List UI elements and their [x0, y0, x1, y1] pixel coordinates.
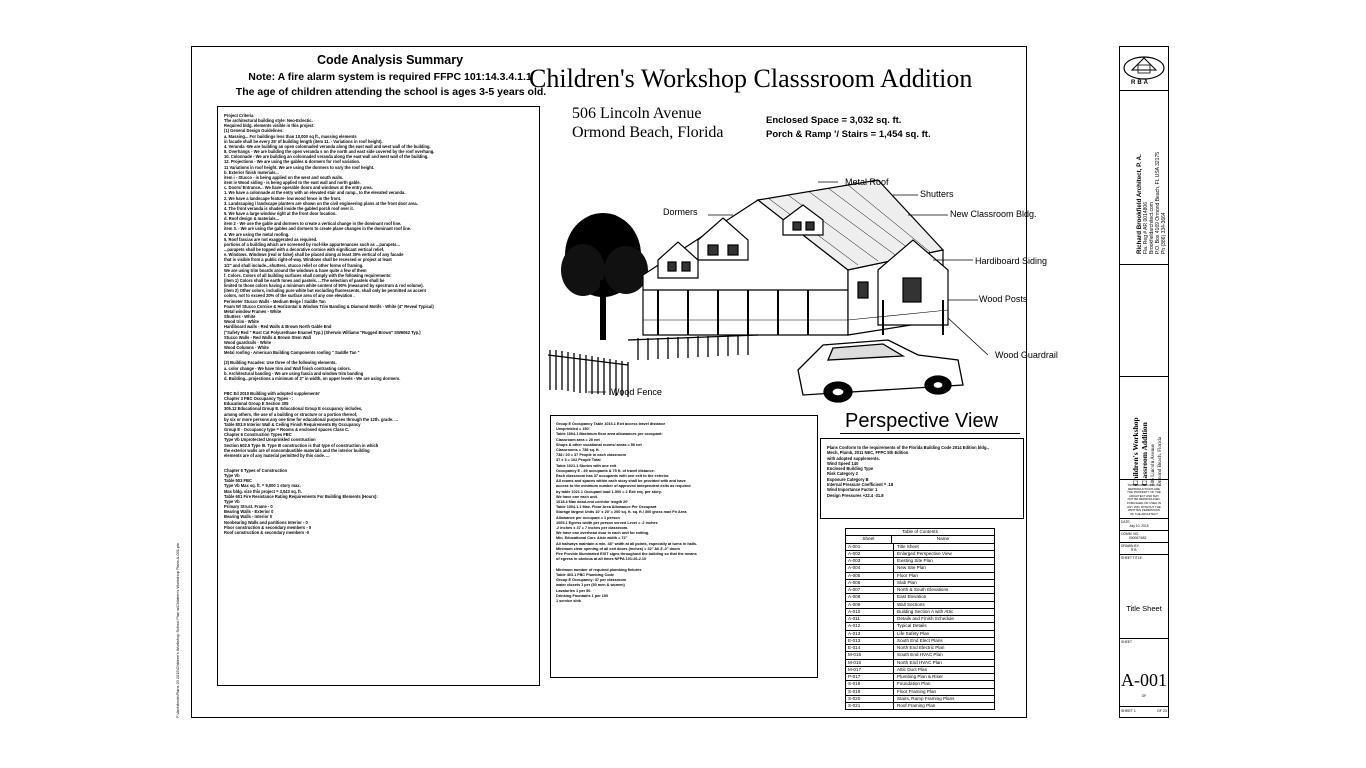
toc-sheet-number: S-020 — [846, 696, 894, 702]
toc-row — [846, 565, 994, 572]
conformance-line: Risk Category 2 — [827, 471, 858, 477]
fbc-line: Table 803.9 Interior Wall & Ceiling Finish Requirements By Occupancy — [224, 421, 361, 427]
project-address-line-2: Ormond Beach, Florida — [1157, 436, 1163, 486]
toc-sheet-number: A-010 — [846, 609, 894, 615]
occupancy-line: Classroom area = 20 net — [556, 437, 600, 442]
notice-line: OF THE ARCHITECT — [1130, 511, 1158, 516]
criteria-line: Hardiboard walls - Red Walls & Brown North Gable End — [224, 324, 332, 330]
file-path-note: F:\Architects\Plans 20 2015\Children's Workshop School Plan w\Children's Workshop Plans A-001.pln — [175, 542, 180, 718]
toc-sheet-name: Foundation Plan — [897, 681, 931, 687]
fbc-line: by six or more persons any one time for educational purposes through the 12th. grade. ... — [224, 416, 398, 422]
occupancy-line: Classrooms = 738 sq. ft. — [556, 448, 600, 453]
fbc-line: Chapter 6 Construction Types FBC — [224, 432, 292, 438]
occupancy-line: Group E Occupancy Table 1016.1 Exit access travel distance — [556, 422, 666, 426]
callout-hardiboard: Hardiboard Siding — [975, 256, 1048, 266]
tb-divider — [1119, 706, 1169, 707]
criteria-line: Shutters - White — [224, 314, 256, 320]
occupancy-line: Min. Educational Corr. Aisle width = 72" — [556, 536, 628, 541]
area-summary — [766, 114, 931, 142]
fbc-line: Chapter 3 FBC Occupancy Types - : — [224, 396, 294, 402]
architect-license: Fla. Reg # AR 0014806 — [1143, 202, 1149, 254]
construction-line: Table 503 FBC — [224, 478, 252, 484]
toc-sheet-number: A-001 — [846, 544, 894, 550]
toc-sheet-name: Floor Plan — [897, 572, 918, 578]
conformance-line: with adopted supplements. — [827, 455, 880, 461]
criteria-line: The architectural building style: Neo-Eclectic. — [224, 118, 313, 124]
construction-line: Floor construction & secondary members - 0 — [224, 524, 312, 530]
porch-area: Porch & Ramp '/ Stairs = 1,454 sq. ft. — [766, 129, 931, 140]
table-of-contents — [845, 528, 995, 710]
callout-dormers: Dormers — [663, 207, 698, 217]
criteria-line: item i - Stucco - is being applied on the west and south walls. — [224, 174, 344, 180]
occupancy-line: water closets 1 per (50 men & women) — [556, 583, 625, 588]
criteria-line: item 2 - We use the gable and dormers to create a vertical change in the dominant roof line. — [224, 221, 402, 227]
tb-divider — [1119, 479, 1169, 480]
construction-line: Type Vb Max sq. ft. = 9,000 1 story max. — [224, 483, 301, 489]
conformance-line: Enclosed Building Type — [827, 466, 874, 472]
criteria-line: Stucco Walls - Red Walls & Brown Stem Wall — [224, 334, 311, 340]
criteria-line: 4. Veranda -We are building an open colonnaded veranda along the east wall and west wall of the building. — [224, 143, 431, 149]
occupancy-line: Each classroom has 37 occupants with one exit to the exterior. — [556, 474, 670, 479]
comm-value: 000067/682 — [1129, 536, 1147, 541]
toc-sheet-name: Life Safety Plan — [897, 630, 930, 636]
occupancy-line: of egress in obvious at all times NFPA 101:26-2.10 — [556, 557, 647, 562]
criteria-line: Metal window Frames - White — [224, 308, 282, 314]
criteria-line: (1) General Design Guidelines: — [224, 128, 284, 134]
toc-row — [846, 616, 994, 623]
occupancy-line: 738 / 20 = 37 People in each classroom — [556, 453, 626, 458]
criteria-line: 1. We have a colonnade at the entry with an elevated stair and ramp., to the elevated veranda. — [224, 190, 406, 196]
construction-line: Roof construction & secondary members -0 — [224, 529, 310, 535]
toc-row — [846, 660, 994, 667]
callout-shutters: Shutters — [920, 189, 954, 199]
address-line-1: 506 Lincoln Avenue — [572, 105, 702, 122]
criteria-line: Required bldg. elements visible in this project: — [224, 123, 315, 129]
occupancy-line: Table 403.1 FBC Plumbing Code — [556, 572, 614, 577]
toc-row — [846, 703, 994, 709]
tree-silhouette — [561, 213, 648, 340]
notice-line: NOT BE REPRODUCED, — [1127, 497, 1161, 502]
toc-col-sheet: Sheet — [846, 536, 892, 542]
construction-line: Type Vb — [224, 498, 240, 504]
construction-line: Primary Struct. Frame - 0 — [224, 504, 273, 510]
toc-sheet-number: A-006 — [846, 580, 894, 586]
criteria-line: limited to those colors having a minimum white content of 90% (measured by spectrum & rod volume). — [224, 283, 424, 289]
project-address — [572, 104, 724, 142]
construction-notes — [224, 468, 533, 535]
title-block — [1119, 46, 1169, 718]
criteria-line: 5. Roof fascias are not exaggerated as required. — [224, 236, 318, 242]
toc-sheet-name: South End Elect Plans — [897, 637, 943, 643]
toc-row — [846, 631, 994, 638]
criteria-line: 8. Overhangs - We are building the open veranda s on the north and east side covered by the roof overhang. — [224, 149, 435, 155]
fbc-line: Group E - Occupancy type = Rooms & enclosed spaces Class C. — [224, 427, 350, 433]
criteria-line: We are using trim boards around the windows & have quite a few of them — [224, 267, 367, 273]
toc-row — [846, 638, 994, 645]
notice-line: PUBLISHED OR USED IN — [1126, 500, 1162, 505]
criteria-line: item iv Wood siding - is being applied to the east wall and north gable. — [224, 180, 361, 186]
criteria-line: (item 2) Other colors, including pure white but excluding fluorescents, shall only be permitted as accent — [224, 288, 426, 294]
occupancy-line: Fire Provide Illuminated EXIT signs throughout the building so that the means — [556, 552, 697, 557]
toc-row — [846, 587, 994, 594]
facade-line: a. color change - We have trim and Wall finish contrasting colors. — [224, 365, 351, 371]
toc-row — [846, 580, 994, 587]
project-address-line-1: 506 Lincoln Avenue — [1150, 444, 1156, 486]
occupancy-line: We have one overhead door in each unit for exiting. — [556, 531, 650, 536]
toc-sheet-name: Existing Site Plan — [897, 558, 933, 563]
fbc-line: Type Vb Unprotected Unsprinkled construction — [224, 437, 316, 443]
toc-sheet-name: Slab Plan — [897, 579, 917, 585]
facade-line: d. Building...projections a minimum of 3" in width, on upper levels - We are using dormers. — [224, 375, 401, 381]
toc-row — [846, 602, 994, 609]
sheet-label: SHEET — [1121, 640, 1132, 644]
fire-alarm-note: Note: A fire alarm system is required FFPC 101:14.3.4.1.1 — [248, 71, 532, 83]
criteria-line: Perimeter Stucco Walls - Medium Beige / Saddle Tan — [224, 298, 326, 304]
toc-sheet-name: New Site Plan — [897, 565, 926, 571]
classroom-building — [643, 180, 948, 335]
occupancy-line: 1 service sink — [556, 598, 581, 603]
callout-new-classroom: New Classroom Bldg. — [950, 209, 1037, 219]
callout-wood-fence: Wood Fence — [611, 387, 662, 397]
tb-divider — [1119, 638, 1169, 639]
sheet-count-left: SHEET 1 — [1121, 709, 1136, 713]
criteria-line: in facade shall be every 25' of building length (item 11. - Variations in roof height). — [224, 138, 383, 144]
comm-field — [1121, 532, 1146, 540]
toc-sheet-number: S-018 — [846, 681, 894, 687]
toc-sheet-name: North & South Elevations — [897, 587, 949, 592]
conformance-line: Wind Speed 140 — [827, 460, 859, 466]
occupancy-line: Table 1004.1 Maximum floor area allowances per occupant: — [556, 432, 663, 437]
tb-divider — [1119, 530, 1169, 531]
toc-sheet-number: A-003 — [846, 558, 894, 564]
toc-sheet-number: A-005 — [846, 573, 894, 579]
tb-divider — [1119, 542, 1169, 543]
construction-line: Bearing Walls - Interior 0 — [224, 514, 273, 520]
date-field — [1121, 520, 1149, 528]
address-line-2: Ormond Beach, Florida — [572, 124, 724, 141]
construction-line: Nonbearing Walls and partitions Interior - 0 — [224, 519, 308, 525]
toc-sheet-number: M-017 — [846, 667, 894, 673]
project-name-line-1: Children's Workshop — [1131, 417, 1140, 486]
toc-sheet-number: A-008 — [846, 594, 894, 600]
occupancy-line: 1018.4 Max dead-end corridor length 20' — [556, 500, 629, 505]
toc-row — [846, 652, 994, 659]
toc-sheet-name: Typical Details — [897, 623, 927, 629]
project-criteria-notes — [224, 113, 533, 355]
criteria-line: 10. Colonnade - We are building an colonnaded veranda along the east wall and west wall of the building. — [224, 154, 429, 160]
criteria-line: that is visible from a public right-of-way. Windows shall be recessed or project at least — [224, 257, 392, 263]
criteria-line: 4. We are using the metal roofing. — [224, 231, 290, 237]
occupancy-line: Lavatories 1 per 50. — [556, 588, 592, 593]
criteria-line: d. Roof design & materials... — [224, 216, 280, 222]
occupancy-line: Storage largest Units 10' x 20' = 200 sq. ft. sq. ft./ 300 gross max Fir Area — [556, 510, 687, 515]
occupancy-line: access to the minimum number of approved independent exits as required — [556, 484, 691, 489]
conformance-line: Design Pressures +22.4 -31.8 — [827, 492, 884, 498]
toc-row — [846, 558, 994, 565]
criteria-line: portions of a building which are screened by roof-like appurtenances such as ...parapets... — [224, 241, 400, 247]
toc-sheet-number: S-019 — [846, 689, 894, 695]
occupancy-line: Minimum number of required plumbing fixtures — [556, 567, 642, 572]
toc-sheet-number: A-012 — [846, 623, 894, 629]
toc-sheet-number: A-013 — [846, 631, 894, 637]
fbc-line: elements are of any material permitted by this code. ... — [224, 452, 330, 458]
toc-sheet-name: Stairs, Ramp Framing Plans — [897, 695, 955, 701]
criteria-line: 1/2" and shall include...shutters, stucco relief or other forms of framing. — [224, 262, 364, 268]
fbc-line: 305.12 Educational Group E. Educational Group E occupancy includes, — [224, 406, 363, 412]
tb-divider — [1119, 90, 1169, 91]
criteria-line: Project Criteria — [224, 113, 254, 118]
toc-row — [846, 674, 994, 681]
occupancy-line: Occupancy E - 49 occupants & 75 ft. of travel distance. — [556, 468, 655, 473]
toc-row — [846, 594, 994, 601]
occupancy-line: Group E Occupancy: 37 per classroom — [556, 578, 627, 583]
toc-title: Table of Contents — [846, 529, 994, 536]
architect-address: P.O. Box 4169 Ormond Beach, FL USA 32175 — [1155, 151, 1161, 254]
conformance-line: Plans Conform to the requirements of the Florida Building Code 2014 Edition bldg., — [827, 445, 989, 450]
occupancy-line: Table 1004.1.1 Max. Floor Area Allowance Per Occupant — [556, 505, 657, 510]
of-label: OF — [1141, 694, 1147, 698]
criteria-line: Foam W/ Stucco Cornice & Horizontal & Window Trim Banding & Diamond Motifs - White (4" Reveal Typical) — [224, 303, 434, 309]
facade-notes — [224, 360, 533, 381]
toc-row — [846, 623, 994, 630]
project-name-line-2: Classroom Addition — [1140, 422, 1149, 486]
toc-row — [846, 667, 994, 674]
architect-website: Brookfieldarchitect.com — [1149, 202, 1155, 254]
notice-line: WRITTEN PERMISSION — [1127, 508, 1161, 513]
fbc-line: FBC Ed 2010 Building with adopted supplements' — [224, 390, 321, 396]
drawn-label: DRAWN BY: — [1121, 544, 1140, 548]
occupancy-line: .2 inches x 37 = 7 inches per classroom. — [556, 526, 629, 531]
conformance-line: Wind Importance Factor 1 — [827, 487, 878, 493]
toc-sheet-name: Wall Sections — [897, 601, 925, 607]
criteria-line: 12. Projections - We are using the gables & dormers for roof variation. — [224, 159, 361, 165]
fbc-line: among others, the use of a building or structure or a portion thereof, — [224, 411, 358, 417]
criteria-line: 4. The front veranda is shaded inside the gabled porch roof over it. — [224, 205, 354, 211]
fbc-line: the exterior walls are of noncombustible materials and the interior building — [224, 447, 370, 453]
comm-label: COMM. NO. — [1121, 532, 1140, 536]
date-label: DATE: — [1121, 520, 1131, 524]
fbc-notes — [224, 391, 533, 458]
occupancy-line: Drinking Fountains 1 per 100 — [556, 593, 609, 598]
architect-logo — [1122, 52, 1166, 82]
criteria-line: a. Massing... For buildings less than 10,000 sq ft., massing elements — [224, 133, 357, 139]
construction-line: Type Vb — [224, 473, 240, 479]
criteria-line: 3. Landscaping / landscape planters are shown on the civil engineering plans at the front door area. — [224, 200, 418, 206]
sheet-title: Title Sheet — [1126, 604, 1162, 613]
copyright-notice — [1121, 484, 1167, 516]
construction-line: Table 601 Fire Resistance Rating Requirements For Building Elements (Hours): — [224, 493, 378, 499]
callout-wood-guardrail: Wood Guardrail — [995, 350, 1058, 360]
toc-row — [846, 696, 994, 703]
occupancy-line: Shops & other vocational rooms/ areas = 50 net — [556, 442, 642, 447]
criteria-line: Metal roofing - American Building Components roofing " Saddle Tan " — [224, 350, 360, 356]
notice-line: ARCHITECT AND MAY — [1128, 493, 1160, 498]
criteria-line: c. Doors/ Entrance... We have operable doors and windows at the entry area. — [224, 185, 373, 191]
toc-sheet-name: North End HVAC Plan — [897, 659, 942, 665]
facade-line: b. Architectural banding - We are using fascia and window trim banding — [224, 370, 364, 376]
construction-line: Bearing Walls - Exterior 0 — [224, 509, 274, 515]
code-conformance-notes — [827, 445, 1017, 498]
criteria-line: e. Windows. Windows (real or false) shall be placed along at least 30% vertical of any facade — [224, 252, 404, 258]
project-criteria-box — [217, 106, 540, 686]
occupancy-line: We have one each unit. — [556, 494, 598, 499]
toc-sheet-number: M-016 — [846, 660, 894, 666]
sheet-title-label: SHEET TITLE: — [1121, 556, 1143, 560]
criteria-line: ...parapets shall be topped with a decorative cornice with significant vertical relief. — [224, 247, 385, 253]
criteria-line: Wood Columns - White — [224, 345, 269, 351]
toc-sheet-number: A-004 — [846, 565, 894, 571]
perspective-underline — [840, 433, 1020, 434]
conformance-line: Internal Pressure Coefficient = .18 — [827, 482, 894, 488]
occupancy-notes-box — [550, 415, 818, 678]
code-analysis-title: Code Analysis Summary — [316, 53, 464, 67]
toc-sheet-number: A-002 — [846, 551, 894, 557]
children-age-note: The age of children attending the school is ages 3-5 years old. — [235, 86, 547, 98]
toc-sheet-name: Building Section A with Attic — [897, 608, 954, 614]
construction-line: Max bldg. size this project = 3,043 sq. ft. — [224, 488, 302, 494]
code-conformance-box — [820, 438, 1024, 519]
occupancy-line: Table 1021.1 Stories with one exit — [556, 463, 617, 468]
criteria-line: ("Safety Red " Rust Cat Polyurethane Enamel Typ.) (Sherwin Williams "Rugged Brown" SW6062 Typ.) — [224, 329, 421, 335]
tb-divider — [1119, 518, 1169, 519]
toc-sheet-number: E-013 — [846, 638, 894, 644]
fbc-line: Educational Group E Section 305 — [224, 401, 289, 407]
criteria-line: item 3. - We are using the gables and dormers to create plane changes in the dominant roof line. — [224, 226, 412, 232]
tb-divider — [1119, 376, 1169, 377]
toc-sheet-number: M-015 — [846, 652, 894, 658]
date-value: July 10, 2015 — [1129, 524, 1149, 529]
toc-sheet-name: Roof Framing Plan — [897, 703, 936, 708]
toc-sheet-name: Details and Finish Schedule — [897, 616, 954, 621]
toc-col-name: Name — [936, 536, 950, 542]
criteria-line: 11 Variations in roof height. We are using the dormers to vary the roof height. — [224, 164, 375, 170]
toc-sheet-name: Plumbing Plan & Riser — [897, 674, 943, 679]
drawn-value: R.B. — [1131, 548, 1138, 553]
toc-row — [846, 689, 994, 696]
toc-sheet-number: P-017 — [846, 674, 894, 680]
toc-rows — [846, 544, 994, 710]
toc-row — [846, 681, 994, 688]
toc-row — [846, 551, 994, 558]
toc-sheet-name: South End HVAC Plan — [897, 652, 943, 658]
toc-header-row — [846, 536, 994, 543]
logo-text: RBA — [1131, 80, 1150, 86]
drawn-field — [1121, 544, 1139, 552]
notice-line: ANY WAY WITHOUT THE — [1127, 504, 1161, 509]
toc-row — [846, 609, 994, 616]
toc-sheet-number: S-021 — [846, 703, 894, 709]
occupancy-line: 1005.1 Egress width per person served Level = .2 inches — [556, 520, 658, 525]
toc-row — [846, 573, 994, 580]
toc-sheet-name: Floor Framing Plan — [897, 688, 937, 694]
criteria-line: (item 1) Colors shall be earth tones and pastels. ...The selection of pastels shall be — [224, 278, 385, 283]
tb-divider — [1119, 264, 1169, 265]
conformance-line: Mech, Plumb, 2011 NEC, FFPC 5th Edition — [827, 450, 909, 456]
fbc-line: Section 602.5 Type III. Type III construction is that type of construction in which — [224, 442, 379, 448]
sheet-count-right: OF 23 — [1157, 709, 1167, 713]
toc-row — [846, 544, 994, 551]
occupancy-line: All hallways maintain a min. 48" width at all points, especially at turns in halls. — [556, 541, 698, 546]
notice-line: THE PROPERTY OF THE — [1127, 490, 1161, 495]
callout-wood-posts: Wood Posts — [979, 294, 1028, 304]
toc-row — [846, 645, 994, 652]
criteria-line: 2. We have a landscape feature- low wood fence in the front. — [224, 195, 342, 201]
architect-phone: Ph (386) 334-3664 — [1161, 212, 1167, 254]
tb-divider — [1119, 554, 1169, 555]
toc-sheet-number: A-011 — [846, 616, 894, 622]
toc-sheet-name: Title Sheet — [897, 543, 919, 549]
car-illustration — [798, 340, 963, 402]
criteria-line: Wood trim - White — [224, 319, 259, 325]
construction-line: Chapter 6 Types of Construction — [224, 468, 288, 473]
occupancy-line: Allowance per occupant = 1 person — [556, 515, 620, 520]
occupancy-line: Unsprinkled = 150' — [556, 427, 590, 432]
toc-sheet-name: Enlarged Perspective View — [897, 550, 952, 556]
sheet-count — [1121, 709, 1167, 713]
criteria-line: Wood guardrails - White — [224, 339, 272, 345]
facade-line: (2) Building Facades: Use three of the following elements. — [224, 360, 337, 366]
sheet-number: A-001 — [1121, 670, 1167, 690]
project-title: Children's Workshop Classsroom Addition — [529, 64, 973, 93]
toc-sheet-number: A-007 — [846, 587, 894, 593]
occupancy-line: All rooms and spaces within each story shall be provided with and have — [556, 479, 686, 484]
architect-name: Richard Brookfield Architect, P. A. — [1136, 154, 1143, 254]
conformance-line: Exposure Category B — [827, 476, 869, 482]
enclosed-area: Enclosed Space = 3,032 sq. ft. — [766, 115, 902, 126]
occupancy-line: by table 1021.1 Occupant load 1-500 = 2 Exit req. per story. — [556, 489, 662, 494]
criteria-line: 5. We have a large window right at the front door location. — [224, 210, 337, 216]
toc-sheet-name: Attic Duct Plan — [897, 666, 928, 672]
toc-sheet-name: East Elevation — [897, 594, 927, 600]
notice-line: THIS DRAWING AND ITS — [1127, 483, 1161, 487]
occupancy-line: Minimum clear opening of all exit doors (inches) = 32" All 3'-0" doors — [556, 546, 681, 551]
toc-sheet-number: A-009 — [846, 602, 894, 608]
criteria-line: b. Exterior finish materials... — [224, 169, 279, 175]
occupancy-notes — [556, 422, 812, 604]
criteria-line: f. Colors. Colors of all building surfaces shall comply with the following requirements: — [224, 272, 392, 278]
perspective-view-title: Perspective View — [845, 410, 999, 432]
toc-sheet-name: North End Electric Plan — [897, 645, 945, 650]
criteria-line: colors, not to exceed 20% of the surface area of any one elevation . — [224, 293, 355, 299]
notice-line: REPRODUCTIONS ARE — [1128, 486, 1160, 491]
callout-metal-roof: Metal Roof — [845, 177, 889, 187]
occupancy-line: 37 x 3 = 102 People Total — [556, 458, 601, 463]
toc-sheet-number: E-014 — [846, 645, 894, 651]
